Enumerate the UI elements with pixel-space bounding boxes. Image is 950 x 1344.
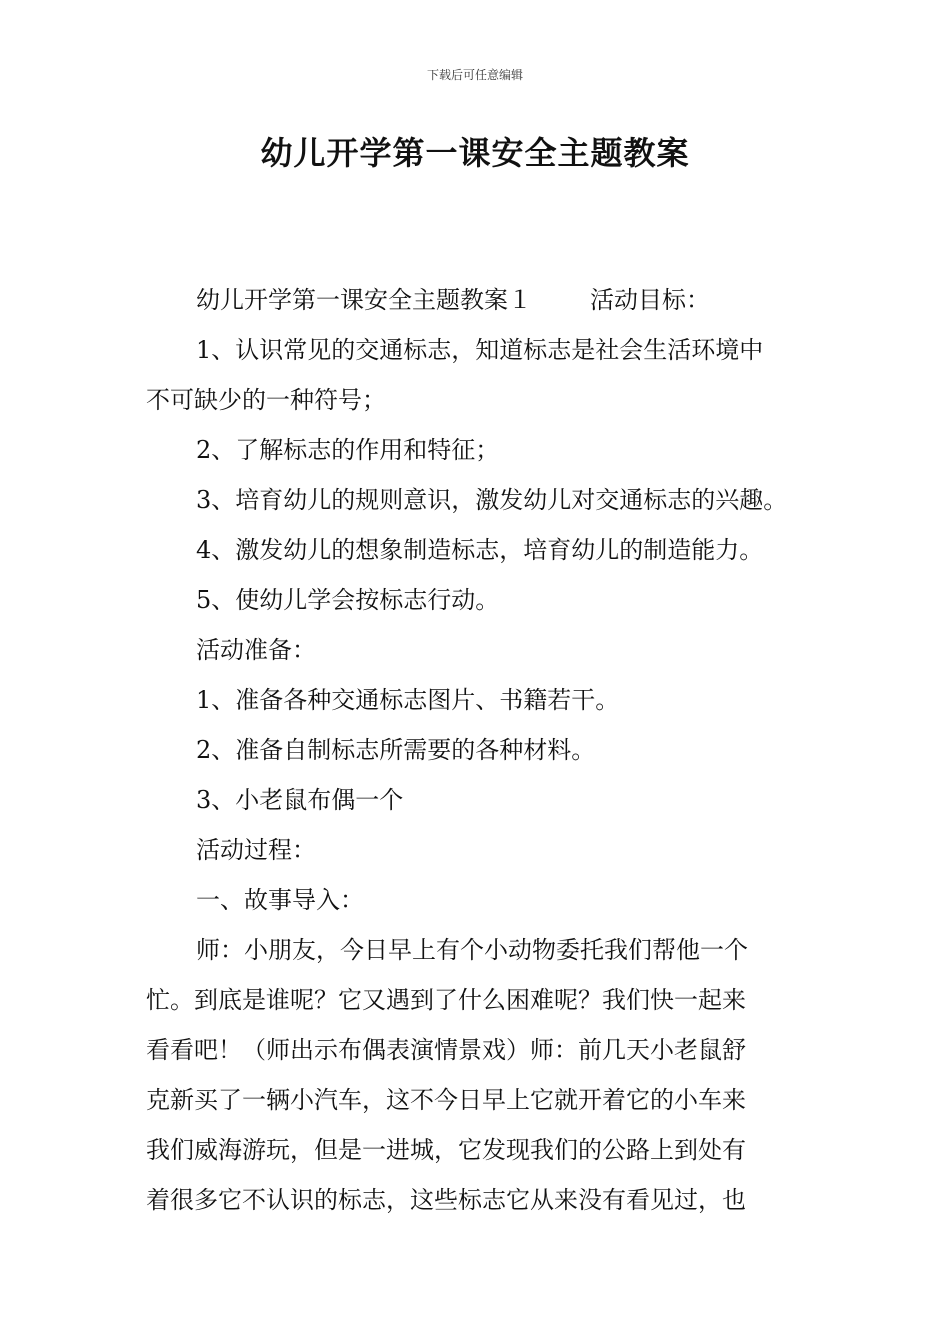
- paragraph-line: 2、了解标志的作用和特征；: [196, 436, 500, 464]
- section-heading: 活动准备：: [196, 636, 316, 664]
- paragraph-line: 3、小老鼠布偶一个: [196, 786, 404, 814]
- paragraph-line: 克新买了一辆小汽车，这不今日早上它就开着它的小车来: [146, 1086, 746, 1114]
- header-note: 下载后可任意编辑: [426, 68, 523, 82]
- paragraph-line: 4、激发幼儿的想象制造标志，培育幼儿的制造能力。: [196, 536, 764, 564]
- paragraph-line: 1、准备各种交通标志图片、书籍若干。: [196, 686, 620, 714]
- paragraph-line: 3、培育幼儿的规则意识，激发幼儿对交通标志的兴趣。: [196, 486, 788, 514]
- paragraph-line: 忙。到底是谁呢？它又遇到了什么困难呢？我们快一起来: [146, 986, 746, 1014]
- paragraph-line: 5、使幼儿学会按标志行动。: [196, 586, 500, 614]
- paragraph-line: 师：小朋友，今日早上有个小动物委托我们帮他一个: [196, 936, 748, 964]
- section-heading: 一、故事导入：: [196, 886, 364, 914]
- section-heading: 活动过程：: [196, 836, 316, 864]
- paragraph-line: 我们威海游玩，但是一进城，它发现我们的公路上到处有: [146, 1136, 746, 1164]
- intro-line: [196, 284, 710, 316]
- goals-label: 活动目标：: [590, 286, 710, 314]
- paragraph-line: 1、认识常见的交通标志，知道标志是社会生活环境中: [196, 336, 764, 364]
- paragraph-line: 看看吧！（师出示布偶表演情景戏）师：前几天小老鼠舒: [146, 1036, 746, 1064]
- intro-heading: 幼儿开学第一课安全主题教案１: [196, 286, 532, 314]
- paragraph-line: 着很多它不认识的标志，这些标志它从来没有看见过，也: [146, 1186, 746, 1214]
- paragraph-line: 2、准备自制标志所需要的各种材料。: [196, 736, 596, 764]
- paragraph-line: 不可缺少的一种符号；: [146, 386, 386, 414]
- document-title: 幼儿开学第一课安全主题教案: [260, 134, 690, 172]
